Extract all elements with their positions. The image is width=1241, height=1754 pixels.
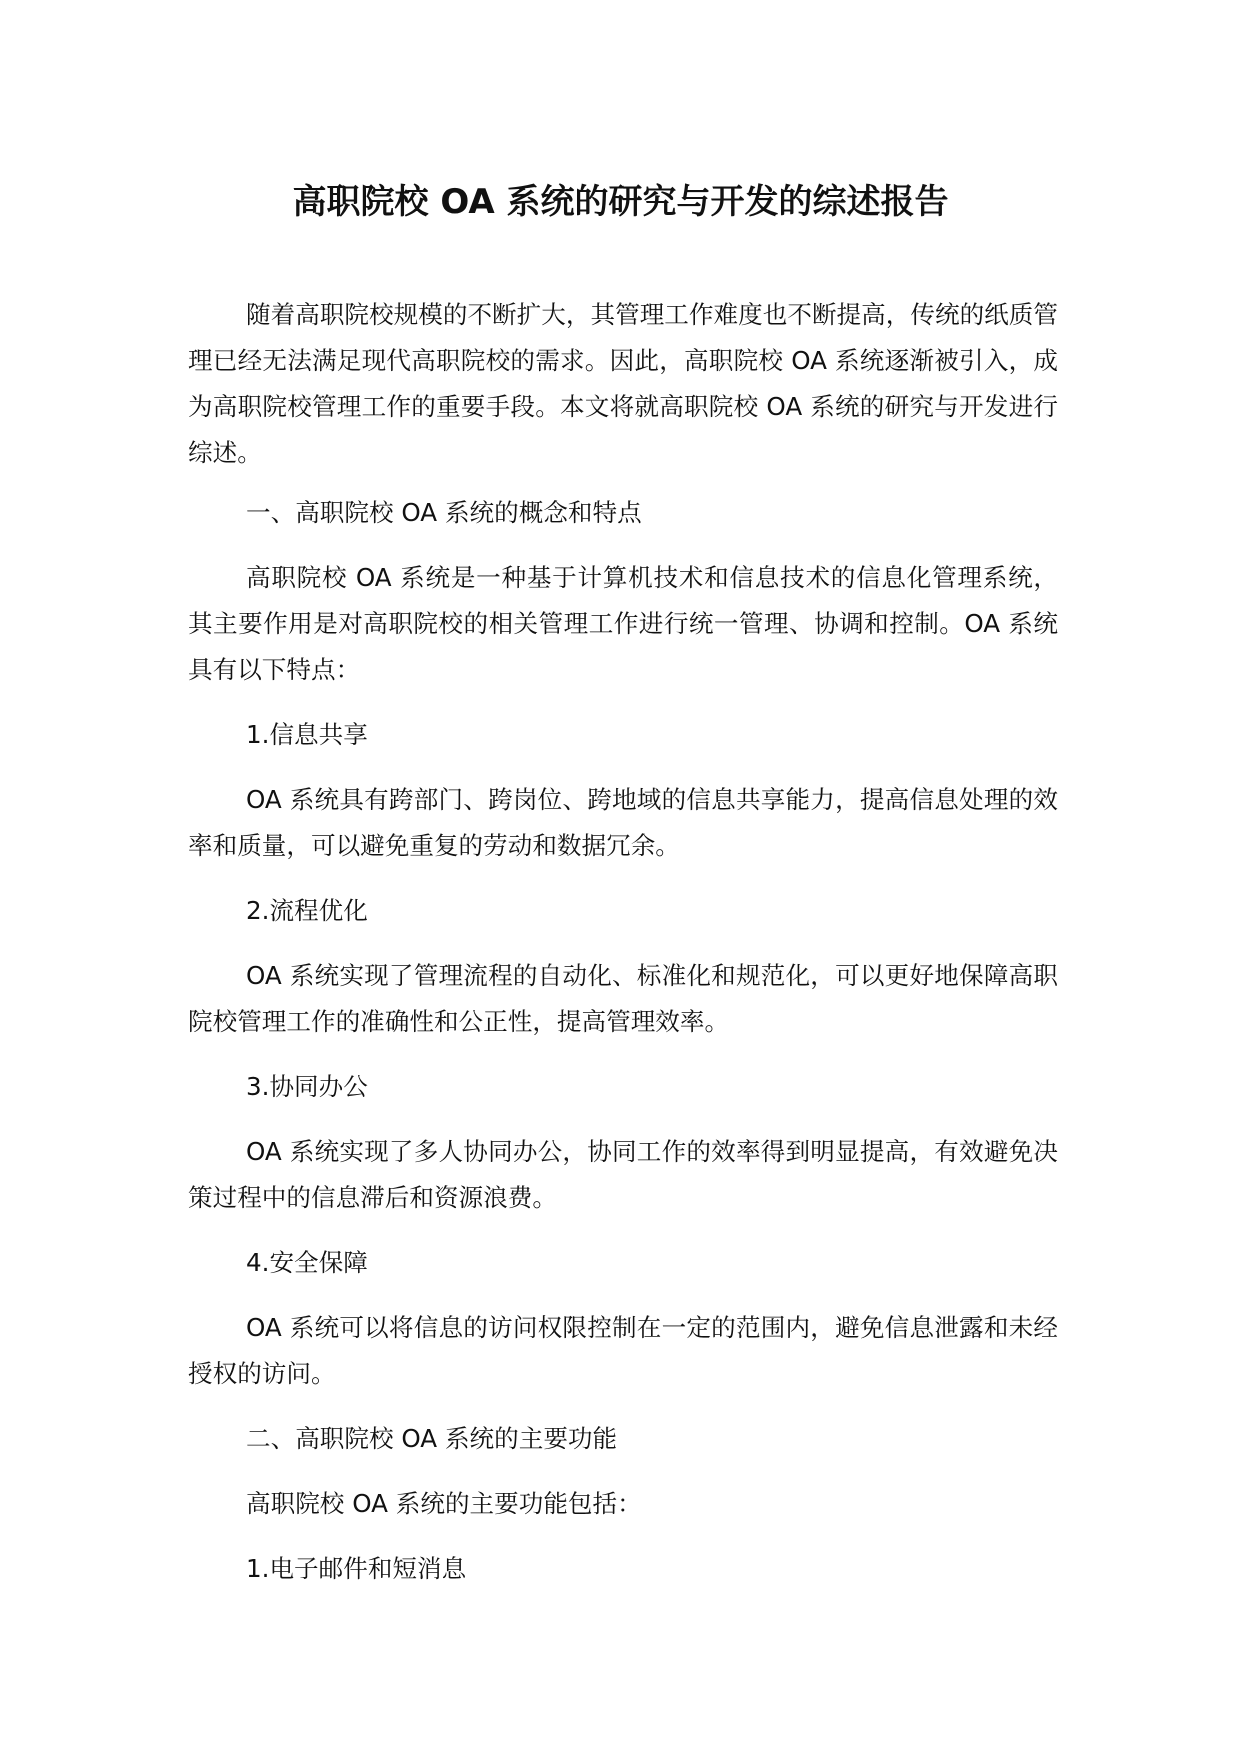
- feature1-heading: 1.信息共享: [246, 720, 368, 749]
- feature1-paragraph: OA 系统具有跨部门、跨岗位、跨地域的信息共享能力，提高信息处理的效率和质量，可以避免重复的劳动和数据冗余。: [188, 785, 1058, 860]
- section2-heading: 二、高职院校 OA 系统的主要功能: [246, 1424, 618, 1453]
- intro-paragraph: 随着高职院校规模的不断扩大，其管理工作难度也不断提高，传统的纸质管理已经无法满足现代高职院校的需求。因此，高职院校 OA 系统逐渐被引入，成为高职院校管理工作的重要手段。本文将就高职院校 OA 系统的研究与开发进行综述。: [188, 300, 1058, 467]
- feature2-heading: 2.流程优化: [246, 896, 368, 925]
- section1-paragraph: 高职院校 OA 系统是一种基于计算机技术和信息技术的信息化管理系统，其主要作用是对高职院校的相关管理工作进行统一管理、协调和控制。OA 系统具有以下特点：: [188, 563, 1058, 684]
- document-title: 高职院校 OA 系统的研究与开发的综述报告: [292, 182, 949, 222]
- feature4-paragraph: OA 系统可以将信息的访问权限控制在一定的范围内，避免信息泄露和未经授权的访问。: [188, 1313, 1058, 1388]
- feature3-heading: 3.协同办公: [246, 1072, 368, 1101]
- section1-heading: 一、高职院校 OA 系统的概念和特点: [246, 498, 642, 527]
- feature2-paragraph: OA 系统实现了管理流程的自动化、标准化和规范化，可以更好地保障高职院校管理工作的准确性和公正性，提高管理效率。: [188, 961, 1058, 1036]
- section2-paragraph: 高职院校 OA 系统的主要功能包括：: [246, 1489, 642, 1518]
- function1-heading: 1.电子邮件和短消息: [246, 1554, 467, 1583]
- feature3-paragraph: OA 系统实现了多人协同办公，协同工作的效率得到明显提高，有效避免决策过程中的信息滞后和资源浪费。: [188, 1137, 1058, 1212]
- feature4-heading: 4.安全保障: [246, 1248, 368, 1277]
